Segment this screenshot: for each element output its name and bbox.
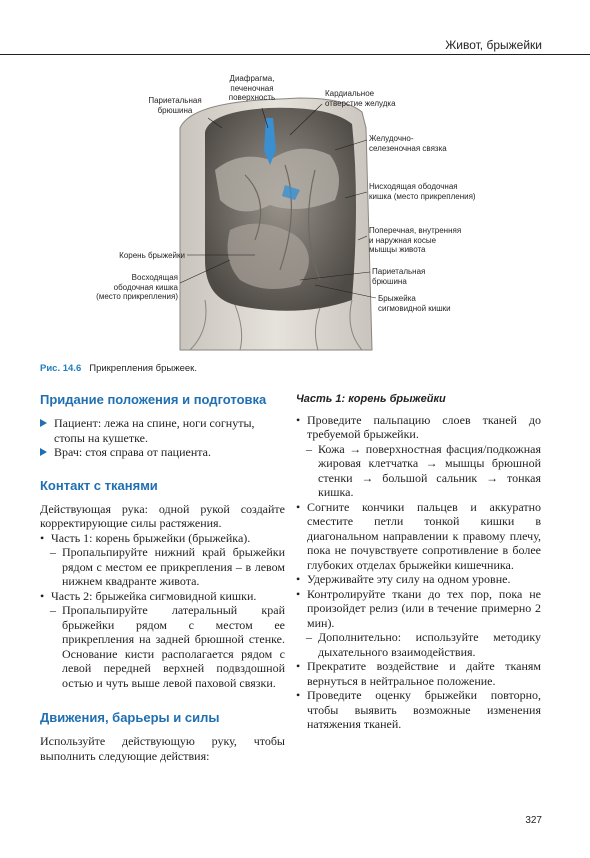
triangle-bullet-icon bbox=[40, 419, 47, 427]
right-column bbox=[296, 392, 541, 732]
sub-list bbox=[296, 630, 541, 659]
steps-list-2 bbox=[296, 500, 541, 631]
section-tissue-contact bbox=[40, 478, 285, 691]
figure-caption-text: Прикрепления брыжеек. bbox=[89, 363, 197, 374]
label-parietal-peritoneum-top: Париетальная брюшина bbox=[148, 96, 202, 115]
heading-positioning: Придание положения и подготовка bbox=[40, 392, 267, 407]
label-diaphragm: Диафрагма, печеночная поверхность bbox=[228, 74, 276, 102]
steps-list-3 bbox=[296, 659, 541, 732]
tissue-contact-intro: Действующая рука: одной рукой создайте корректирующие силы растяжения. bbox=[40, 501, 285, 530]
list-item: – Пропальпируйте латеральный край брыжейки рядом с местом ее прикрепления на задней брюшной стенке. Основание кисти располагается рядом с левой передней верхней подвздошной остью и чуть выше левой паховой связки. bbox=[50, 603, 285, 690]
header-rule bbox=[0, 54, 590, 55]
triangle-bullet-icon bbox=[40, 448, 47, 456]
positioning-list bbox=[40, 416, 285, 460]
list-item: • Проведите оценку брыжейки повторно, чтобы выявить возможные изменения натяжения тканей. bbox=[296, 688, 541, 731]
list-item: • Часть 2: брыжейка сигмовидной кишки. bbox=[40, 588, 257, 603]
page-number: 327 bbox=[525, 815, 542, 826]
abdomen-illustration bbox=[0, 56, 590, 356]
label-abdominal-muscles: Поперечная, внутренняя и наружная косые мышцы живота bbox=[369, 226, 462, 254]
list-item: • Контролируйте ткани до тех пор, пока не произойдет релиз (или в течение примерно 2 мин). bbox=[296, 586, 541, 630]
label-descending-colon: Нисходящая ободочная кишка (место прикрепления) bbox=[369, 182, 476, 201]
label-mesentery-root: Корень брыжейки bbox=[119, 251, 185, 260]
tissue-contact-list-2 bbox=[40, 589, 285, 604]
list-item: • Проведите пальпацию слоев тканей до требуемой брыжейки. bbox=[296, 412, 541, 441]
figure-caption bbox=[40, 363, 197, 374]
label-ascending-colon: Восходящая ободочная кишка (место прикрепления) bbox=[96, 273, 178, 301]
list-item: – Дополнительно: используйте методику дыхательного взаимодействия. bbox=[306, 630, 541, 659]
sub-list bbox=[40, 603, 285, 690]
heading-movements: Движения, барьеры и силы bbox=[40, 710, 220, 725]
list-item: • Удерживайте эту силу на одном уровне. bbox=[296, 572, 511, 586]
running-head: Живот, брыжейки bbox=[445, 38, 542, 52]
steps-list bbox=[296, 413, 541, 442]
list-item: Врач: стоя справа от пациента. bbox=[40, 445, 285, 460]
tissue-contact-list bbox=[40, 531, 285, 546]
label-gastrosplenic-ligament: Желудочно- селезеночная связка bbox=[369, 134, 447, 153]
label-parietal-peritoneum-bottom: Париетальная брюшина bbox=[372, 267, 426, 286]
anatomy-figure bbox=[0, 56, 590, 356]
list-item: – Кожа → поверхностная фасция/подкожная жировая клетчатка → мышцы брюшной стенки → большой сальник → тонкая кишка. bbox=[306, 441, 541, 499]
section-positioning bbox=[40, 392, 285, 460]
movements-intro: Используйте действующую руку, чтобы выполнить следующие действия: bbox=[40, 734, 285, 763]
left-column bbox=[40, 392, 285, 777]
list-item: – Пропальпируйте нижний край брыжейки рядом с местом ее прикрепления – в левом нижнем квадранте живота. bbox=[50, 545, 285, 588]
list-item: • Часть 1: корень брыжейки (брыжейка). bbox=[40, 530, 251, 545]
heading-part1: Часть 1: корень брыжейки bbox=[296, 393, 446, 405]
heading-tissue-contact: Контакт с тканями bbox=[40, 477, 158, 493]
section-movements bbox=[40, 710, 285, 763]
list-item: • Прекратите воздействие и дайте тканям вернуться в нейтральное положение. bbox=[296, 659, 541, 688]
list-item: Пациент: лежа на спине, ноги согнуты, стопы на кушетке. bbox=[40, 416, 285, 445]
figure-number: Рис. 14.6 bbox=[40, 363, 82, 374]
sub-list bbox=[40, 545, 285, 589]
sub-list bbox=[296, 442, 541, 500]
label-cardiac-orifice: Кардиальное отверстие желудка bbox=[325, 89, 396, 108]
label-sigmoid-mesentery: Брыжейка сигмовидной кишки bbox=[378, 294, 451, 313]
list-item: • Согните кончики пальцев и аккуратно сместите петли тонкой кишки в диагональном направлении к правому плечу, пока не почувствуете сопротивление в более глубоких отделах брыжейки кишечника. bbox=[296, 499, 541, 572]
